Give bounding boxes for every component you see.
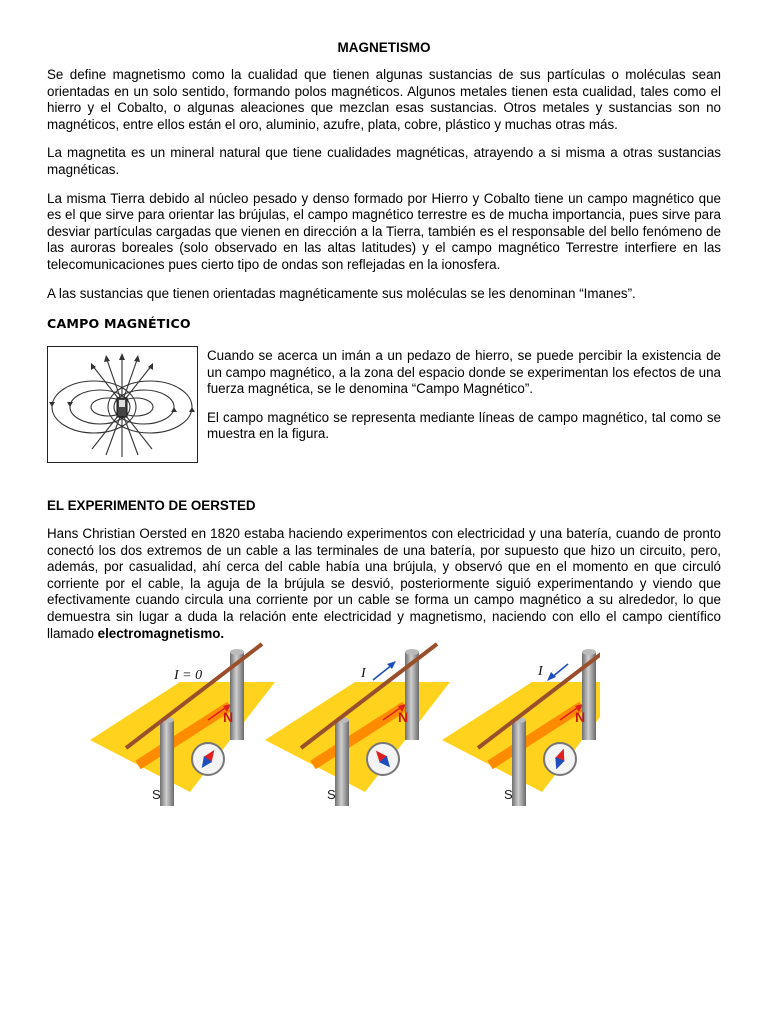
current-label-2: I: [361, 666, 366, 681]
page-title: MAGNETISMO: [337, 40, 431, 55]
panel-no-current: [90, 644, 275, 806]
south-label-3: S: [504, 787, 513, 802]
field-lines-icon: [48, 347, 197, 462]
document-page: [47, 40, 721, 331]
campo-text: [207, 348, 721, 443]
paragraph-campo-1: Cuando se acerca un imán a un pedazo de hierro, se puede percibir la existencia de un campo magnético, a la zona del espacio donde se experimentan los efectos de una fuerza magnética, se le denomina “Campo Magnético”.: [207, 348, 721, 397]
section-heading-oersted: EL EXPERIMENTO DE OERSTED: [47, 498, 256, 513]
paragraph-tierra: La misma Tierra debido al núcleo pesado y denso formado por Hierro y Cobalto tiene un campo magnético que es el que sirve para orientar las brújulas, el campo magnético terrestre es de mucha importancia, pues sirve para desviar partículas cargadas que vienen en dirección a la Tierra, también es el responsable del bello fenómeno de las auroras boreales (solo observado en las altas latitudes) y el campo magnético Terrestre interfiere en las telecomunicaciones pues cierto tipo de ondas son reflejadas en la ionosfera.: [47, 190, 721, 272]
south-label-2: S: [327, 787, 336, 802]
paragraph-campo-2: El campo magnético se representa mediante líneas de campo magnético, tal como se muestra en la figura.: [207, 409, 721, 442]
oersted-body: Hans Christian Oersted en 1820 estaba haciendo experimentos con electricidad y una batería, cuando de pronto conectó los dos extremos de un cable a las terminales de una batería, por supuesto que hizo un circuito, pero, además, por casualidad, ahí cerca del cable había una brújula, y observó que en el momento en que circuló corriente por el cable, la aguja de la brújula se desvió, posteriormente siguió experimentando y viendo que efectivamente cuando circula una corriente por un cable se forma un campo magnético a su alrededor, lo que demuestra sin lugar a duda la relación ente electricidad y magnetismo, naciendo con ello el campo científico llamado: [47, 526, 721, 641]
north-label-2: N: [398, 709, 409, 725]
section-heading-campo: CAMPO MAGNÉTICO: [47, 316, 191, 332]
oersted-bold-term: electromagnetismo.: [97, 625, 225, 641]
current-label-3: I: [538, 664, 543, 679]
oersted-experiment-illustration: [40, 602, 600, 842]
paragraph-definition: Se define magnetismo como la cualidad que tienen algunas sustancias de sus partículas o moléculas sean orientadas en un solo sentido, formando polos magnéticos. Algunos metales tienen esta cualidad, tales como el hierro y el Cobalto, o algunas aleaciones que mezclan esas sustancias. Otros metales y sustancias son no magnéticos, entre ellos están el oro, aluminio, azufre, plata, cobre, plástico y muchas otras más.: [47, 67, 721, 132]
south-label-1: S: [152, 787, 161, 802]
panel-current-reverse: [442, 644, 600, 806]
north-label-3: N: [575, 709, 586, 725]
paragraph-magnetita: La magnetita es un mineral natural que tiene cualidades magnéticas, atrayendo a si misma a otras sustancias magnéticas.: [47, 145, 721, 177]
magnetic-field-figure: [47, 346, 198, 463]
paragraph-imanes: A las sustancias que tienen orientadas magnéticamente sus moléculas se les denominan “Imanes”.: [47, 285, 636, 301]
north-label-1: N: [223, 709, 234, 725]
oersted-figures: [40, 602, 600, 842]
current-zero-label: I = 0: [174, 668, 203, 683]
panel-current-forward: [265, 644, 450, 806]
